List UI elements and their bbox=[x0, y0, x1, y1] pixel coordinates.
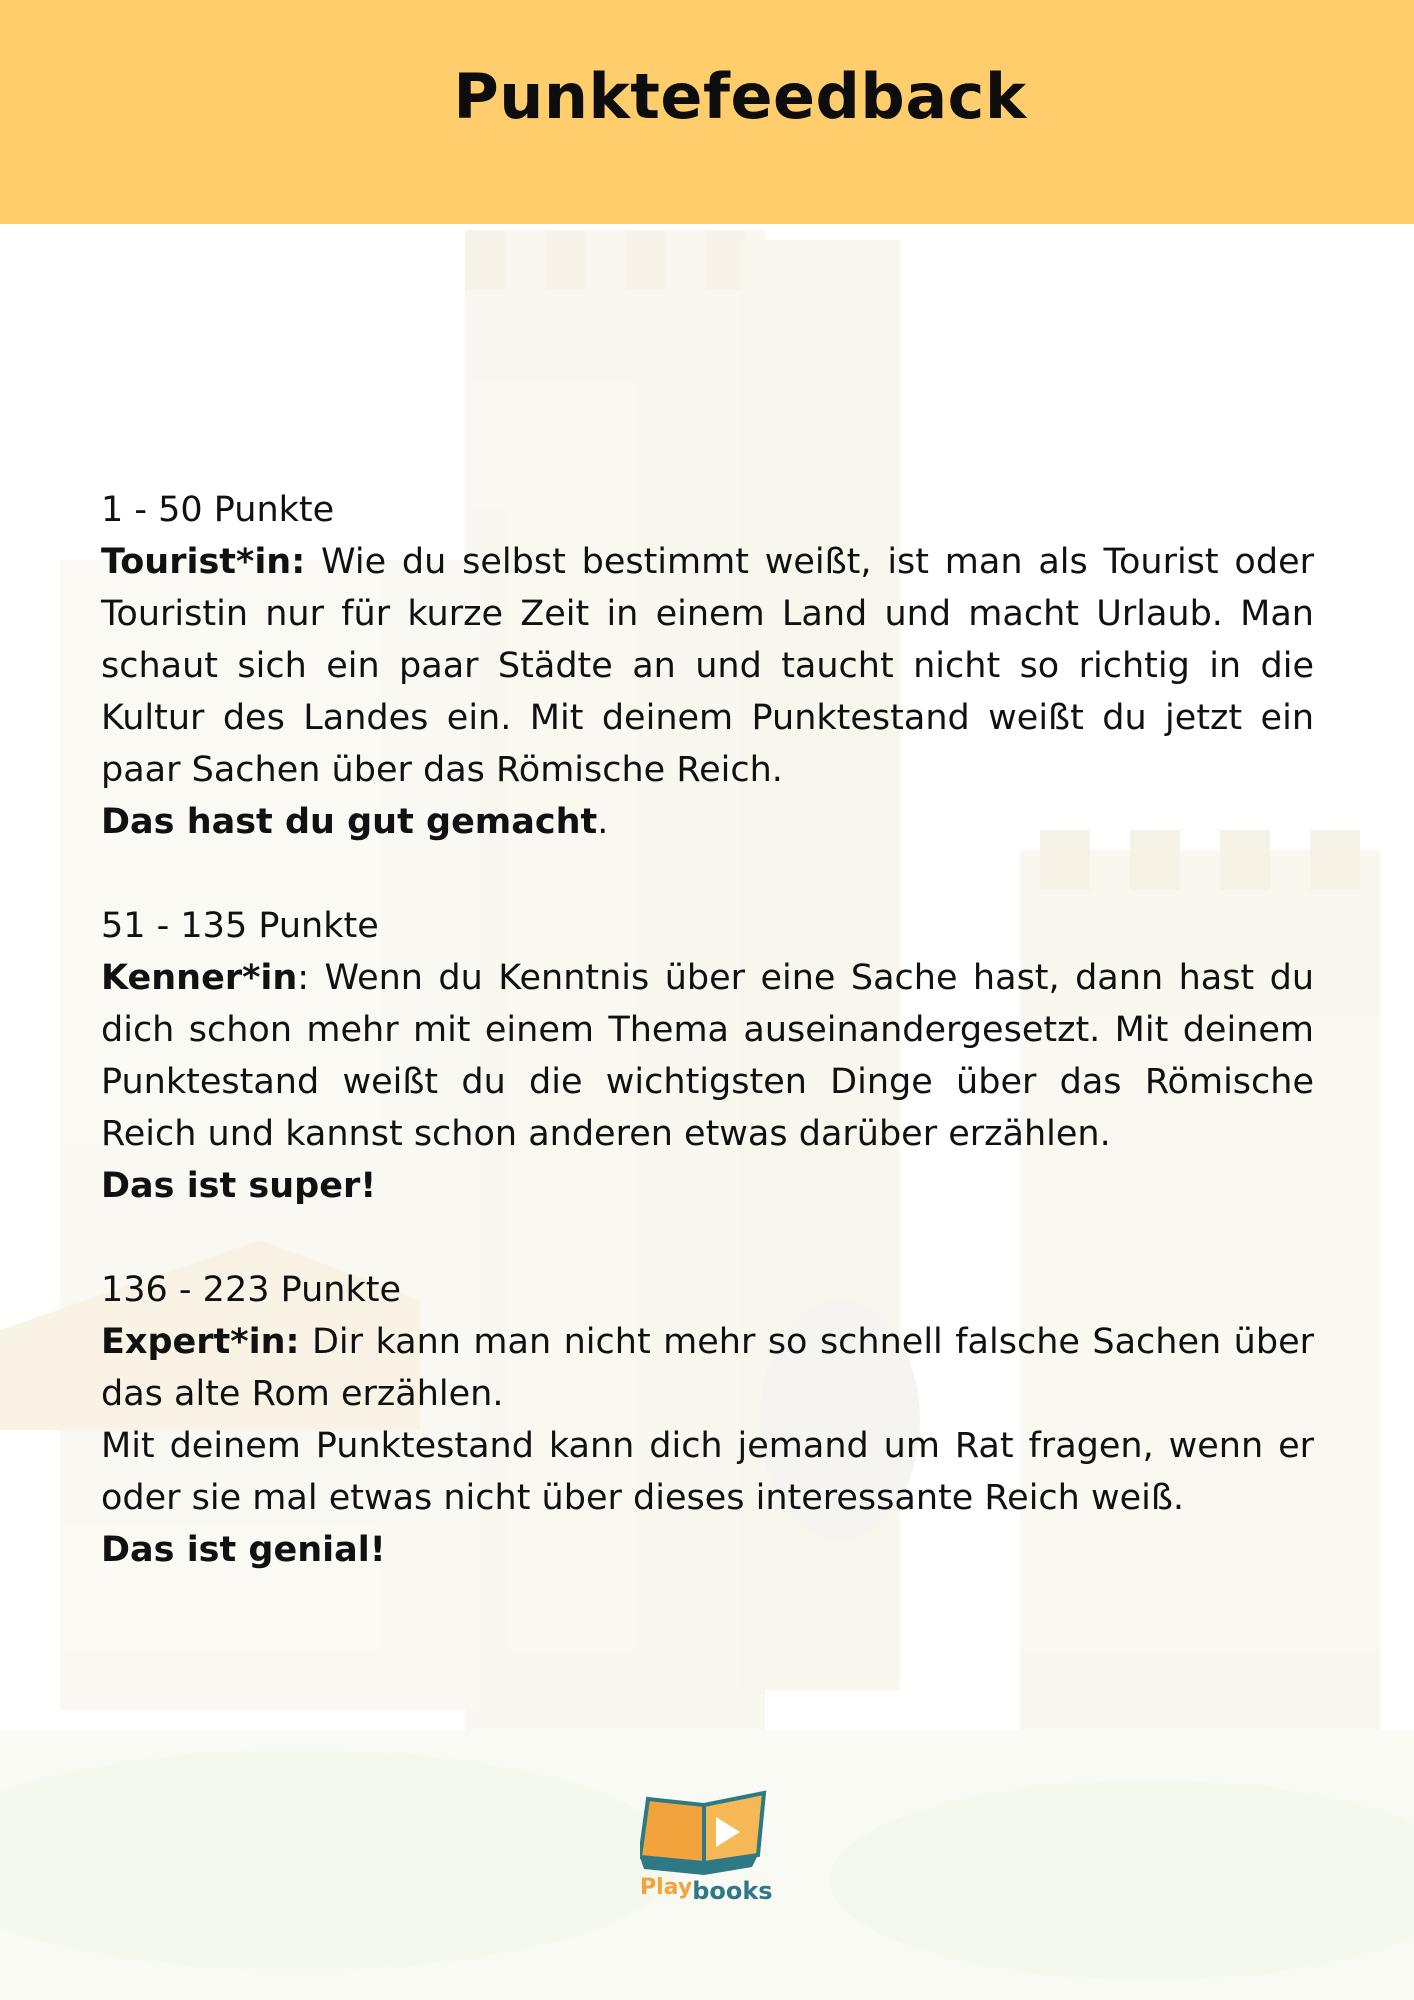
description-text: Wie du selbst bestimmt weißt, ist man als Tourist oder Touristin nur für kurze Zeit in einem Land und macht Urlaub. Man schaut sich ein paar Städte an und taucht nicht so richtig in die Kultur des Landes ein. Mit deinem Punktestand weißt du jetzt ein paar Sachen über das Römische Reich. bbox=[101, 542, 1314, 790]
closing-line bbox=[101, 1524, 1314, 1576]
section-description bbox=[101, 536, 1314, 796]
open-book-play-icon bbox=[640, 1785, 770, 1880]
score-range: 136 - 223 Punkte bbox=[101, 1270, 401, 1310]
score-range: 1 - 50 Punkte bbox=[101, 490, 335, 530]
playbooks-logo bbox=[640, 1785, 773, 1915]
feedback-content bbox=[101, 484, 1314, 1628]
level-term-suffix: : bbox=[297, 958, 310, 998]
feedback-section-tourist bbox=[101, 484, 1314, 848]
level-term: Expert*in: bbox=[101, 1322, 300, 1362]
section-description bbox=[101, 952, 1314, 1160]
closing-line bbox=[101, 1160, 1314, 1212]
description-text: Dir kann man nicht mehr so schnell falsche Sachen über das alte Rom erzählen. bbox=[101, 1322, 1314, 1414]
feedback-section-kenner bbox=[101, 900, 1314, 1212]
closing-text: Das ist super! bbox=[101, 1166, 377, 1206]
closing-text: Das hast du gut gemacht bbox=[101, 802, 598, 842]
page-title: Punktefeedback bbox=[453, 60, 1027, 133]
title-banner bbox=[0, 0, 1414, 224]
logo-text-books: books bbox=[692, 1877, 773, 1905]
section-extra-text: Mit deinem Punktestand kann dich jemand um Rat fragen, wenn er oder sie mal etwas nicht über dieses interessante Reich weiß. bbox=[101, 1426, 1314, 1518]
description-text: Wenn du Kenntnis über eine Sache hast, dann hast du dich schon mehr mit einem Thema auseinandergesetzt. Mit deinem Punktestand weißt du die wichtigsten Dinge über das Römische Reich und kannst schon anderen etwas darüber erzählen. bbox=[101, 958, 1314, 1154]
closing-text: Das ist genial! bbox=[101, 1530, 386, 1570]
score-range: 51 - 135 Punkte bbox=[101, 906, 379, 946]
logo-wordmark bbox=[640, 1875, 773, 1905]
closing-suffix: . bbox=[597, 802, 609, 842]
section-description bbox=[101, 1316, 1314, 1420]
logo-text-play: Play bbox=[640, 1875, 693, 1900]
closing-line bbox=[101, 796, 1314, 848]
feedback-section-expert bbox=[101, 1264, 1314, 1576]
level-term: Kenner*in bbox=[101, 958, 298, 998]
level-term: Tourist*in: bbox=[101, 542, 306, 582]
